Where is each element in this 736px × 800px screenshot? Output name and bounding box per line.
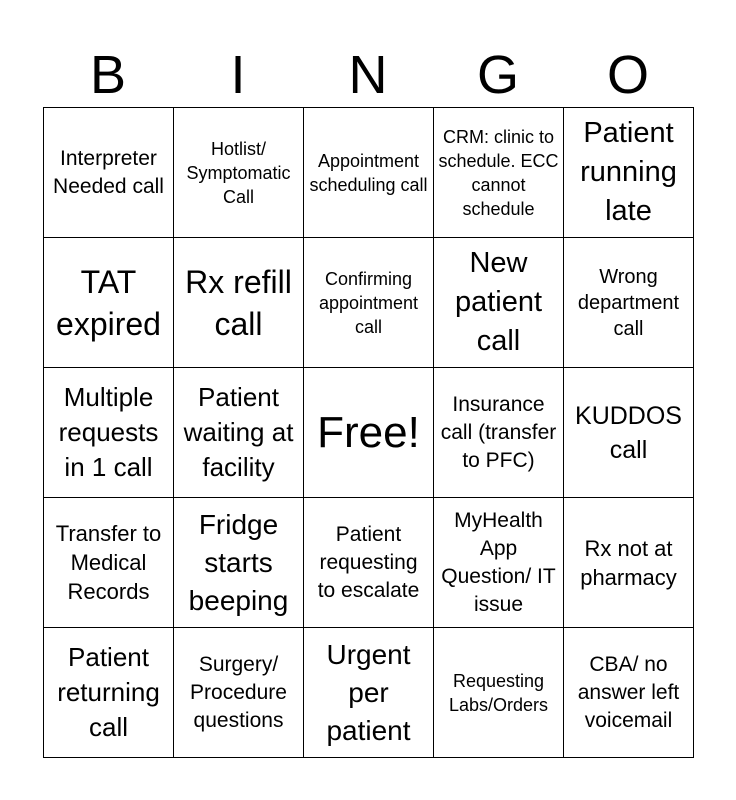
bingo-cell[interactable] [44,368,174,498]
bingo-cell[interactable] [434,628,564,758]
cell-text: Patient requesting to escalate [317,522,420,602]
bingo-cell[interactable] [434,368,564,498]
cell-text: Surgery/ Procedure questions [190,652,287,732]
bingo-cell[interactable] [174,108,304,238]
header-letter-b: B [89,45,127,105]
bingo-row [44,238,694,368]
bingo-cell[interactable] [564,628,694,758]
bingo-cell[interactable] [44,498,174,628]
bingo-cell[interactable] [564,368,694,498]
cell-text: Requesting Labs/Orders [448,670,549,715]
bingo-row [44,368,694,498]
cell-text: Hotlist/ Symptomatic Call [186,138,291,207]
bingo-cell[interactable] [174,628,304,758]
bingo-cell[interactable] [44,238,174,368]
bingo-cell[interactable] [174,498,304,628]
header-letter-o: O [606,45,649,105]
header-letter-i: I [230,45,246,105]
cell-text: TAT expired [56,263,161,342]
header-letter-n: N [348,45,388,105]
cell-text: Wrong department call [577,265,680,340]
bingo-cell[interactable] [564,238,694,368]
cell-text: Patient returning call [57,642,160,742]
bingo-cell[interactable] [434,498,564,628]
cell-text: Fridge starts beeping [188,508,289,616]
cell-text: CRM: clinic to schedule. ECC cannot schedule [438,126,559,219]
bingo-cell[interactable] [304,498,434,628]
cell-text: Rx not at pharmacy [580,535,677,590]
bingo-card [43,107,694,758]
cell-text: Patient waiting at facility [183,382,294,482]
bingo-cell[interactable] [304,628,434,758]
cell-text: Transfer to Medical Records [55,521,162,604]
header-letter-g: G [476,45,519,105]
bingo-header [43,42,693,108]
bingo-cell[interactable] [564,498,694,628]
bingo-cell[interactable] [434,108,564,238]
bingo-cell[interactable] [44,108,174,238]
cell-text: Rx refill call [185,263,292,342]
bingo-cell[interactable] [434,238,564,368]
bingo-cell[interactable] [174,238,304,368]
bingo-row [44,108,694,238]
bingo-cell[interactable] [304,108,434,238]
bingo-cell[interactable] [564,108,694,238]
bingo-row [44,628,694,758]
cell-text: CBA/ no answer left voicemail [577,652,680,732]
bingo-cell[interactable] [174,368,304,498]
bingo-cell[interactable] [44,628,174,758]
cell-text: Insurance call (transfer to PFC) [440,392,557,472]
cell-text: KUDDOS call [575,401,682,464]
cell-text: Patient running late [580,117,677,227]
cell-text: Interpreter Needed call [53,146,164,198]
cell-text: Urgent per patient [326,638,411,746]
bingo-cell[interactable] [304,238,434,368]
cell-text: Multiple requests in 1 call [58,382,159,482]
cell-text: Appointment scheduling call [309,150,428,195]
free-space-cell[interactable] [304,368,434,498]
free-space-text: Free! [317,407,420,457]
cell-text: New patient call [454,247,543,357]
cell-text: Confirming appointment call [318,268,419,337]
cell-text: MyHealth App Question/ IT issue [441,508,556,616]
bingo-row [44,498,694,628]
